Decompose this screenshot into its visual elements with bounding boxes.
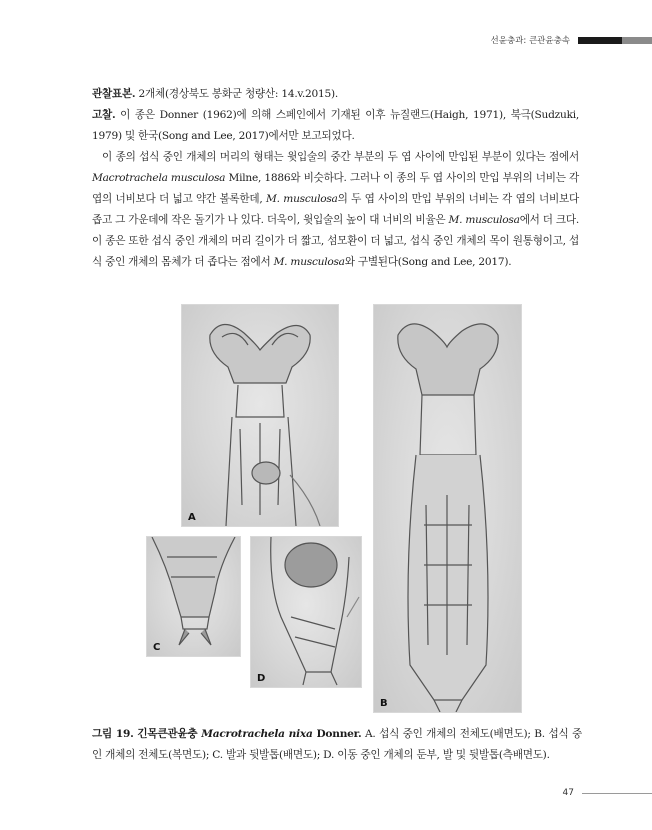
figure-label-a: A [188, 512, 196, 523]
remarks-paragraph [92, 105, 579, 147]
header-bar-light [622, 37, 652, 44]
comparison-text-e: 와 구별된다(Song and Lee, 2017). [344, 256, 512, 268]
rump-foot-lateral-view [251, 537, 361, 687]
footer-rule [582, 793, 652, 794]
running-title: 선윤충과: 큰관윤충속 [490, 36, 570, 46]
comparison-text-a: 이 종의 섭식 중인 개체의 머리의 형태는 윗입술의 중간 부분의 두 엽 사이에 만입된 부분이 있다는 점에서 [102, 151, 579, 163]
comparison-text-c: 의 두 엽 사이의 만입 부위의 너비는 각 엽의 너비보다 좁고 그 가운데에 작은 돌기가 나 있다. 더욱이, 윗입술의 높이 대 너비의 비율은 [92, 193, 579, 226]
comparison-text-d: 에서 더 크다. 이 종은 또한 섭식 중인 개체의 머리 길이가 더 짧고, 섬모환이 더 넓고, 섭식 중인 개체의 목이 원통형이고, 섭식 중인 개체의 몸체가 더 좁다는 점에서 [92, 214, 579, 268]
caption-text: A. 섭식 중인 개체의 전체도(배면도); B. 섭식 중인 개체의 전체도(복면도); C. 발과 뒷발톱(배면도); D. 이동 중인 개체의 둔부, 발 및 뒷발톱(측배면도). [92, 728, 582, 761]
foot-spurs-view [147, 537, 240, 656]
figure-photo-b [373, 304, 522, 713]
comparison-text-b: Milne, 1886와 비슷하다. 그러나 이 종의 두 엽 사이의 만입 부위의 너비는 각 엽의 너비보다 더 넓고 약간 볼록한데, [92, 172, 579, 205]
figure-label-d: D [257, 673, 266, 684]
figure-label-c: C [153, 642, 161, 653]
specimens-text: 2개체(경상북도 봉화군 청량산: 14.v.2015). [135, 88, 338, 100]
species-name: M. musculosa [273, 256, 345, 268]
rotifer-ventral-view [374, 305, 521, 712]
caption-lead: 그림 19. 긴목큰관윤충 [92, 728, 202, 740]
species-name: M. musculosa [448, 214, 520, 226]
caption-author: Donner. [312, 728, 362, 740]
header-bar-dark [578, 37, 622, 44]
remarks-text: 이 종은 Donner (1962)에 의해 스페인에서 기재된 이후 뉴질랜드(Haigh, 1971), 북극(Sudzuki, 1979) 및 한국(Song and Lee, 2017)에서만 보고되었다. [92, 109, 579, 142]
figure-photo-d [250, 536, 362, 688]
page-number: 47 [562, 788, 574, 798]
figure-photo-c [146, 536, 241, 657]
specimens-paragraph [92, 84, 579, 105]
remarks-label: 고찰. [92, 109, 116, 121]
comparison-paragraph [92, 147, 579, 273]
caption-species: Macrotrachela nixa [201, 728, 313, 740]
figure-label-b: B [380, 698, 388, 709]
rotifer-dorsal-view [182, 305, 338, 526]
species-name: Macrotrachela musculosa [92, 172, 226, 184]
figure-caption [92, 724, 582, 766]
page-footer [563, 788, 652, 798]
specimens-label: 관찰표본. [92, 88, 136, 100]
body-text [92, 84, 579, 273]
species-name: M. musculosa [266, 193, 338, 205]
figure-photo-a [181, 304, 339, 527]
running-header [491, 33, 652, 47]
